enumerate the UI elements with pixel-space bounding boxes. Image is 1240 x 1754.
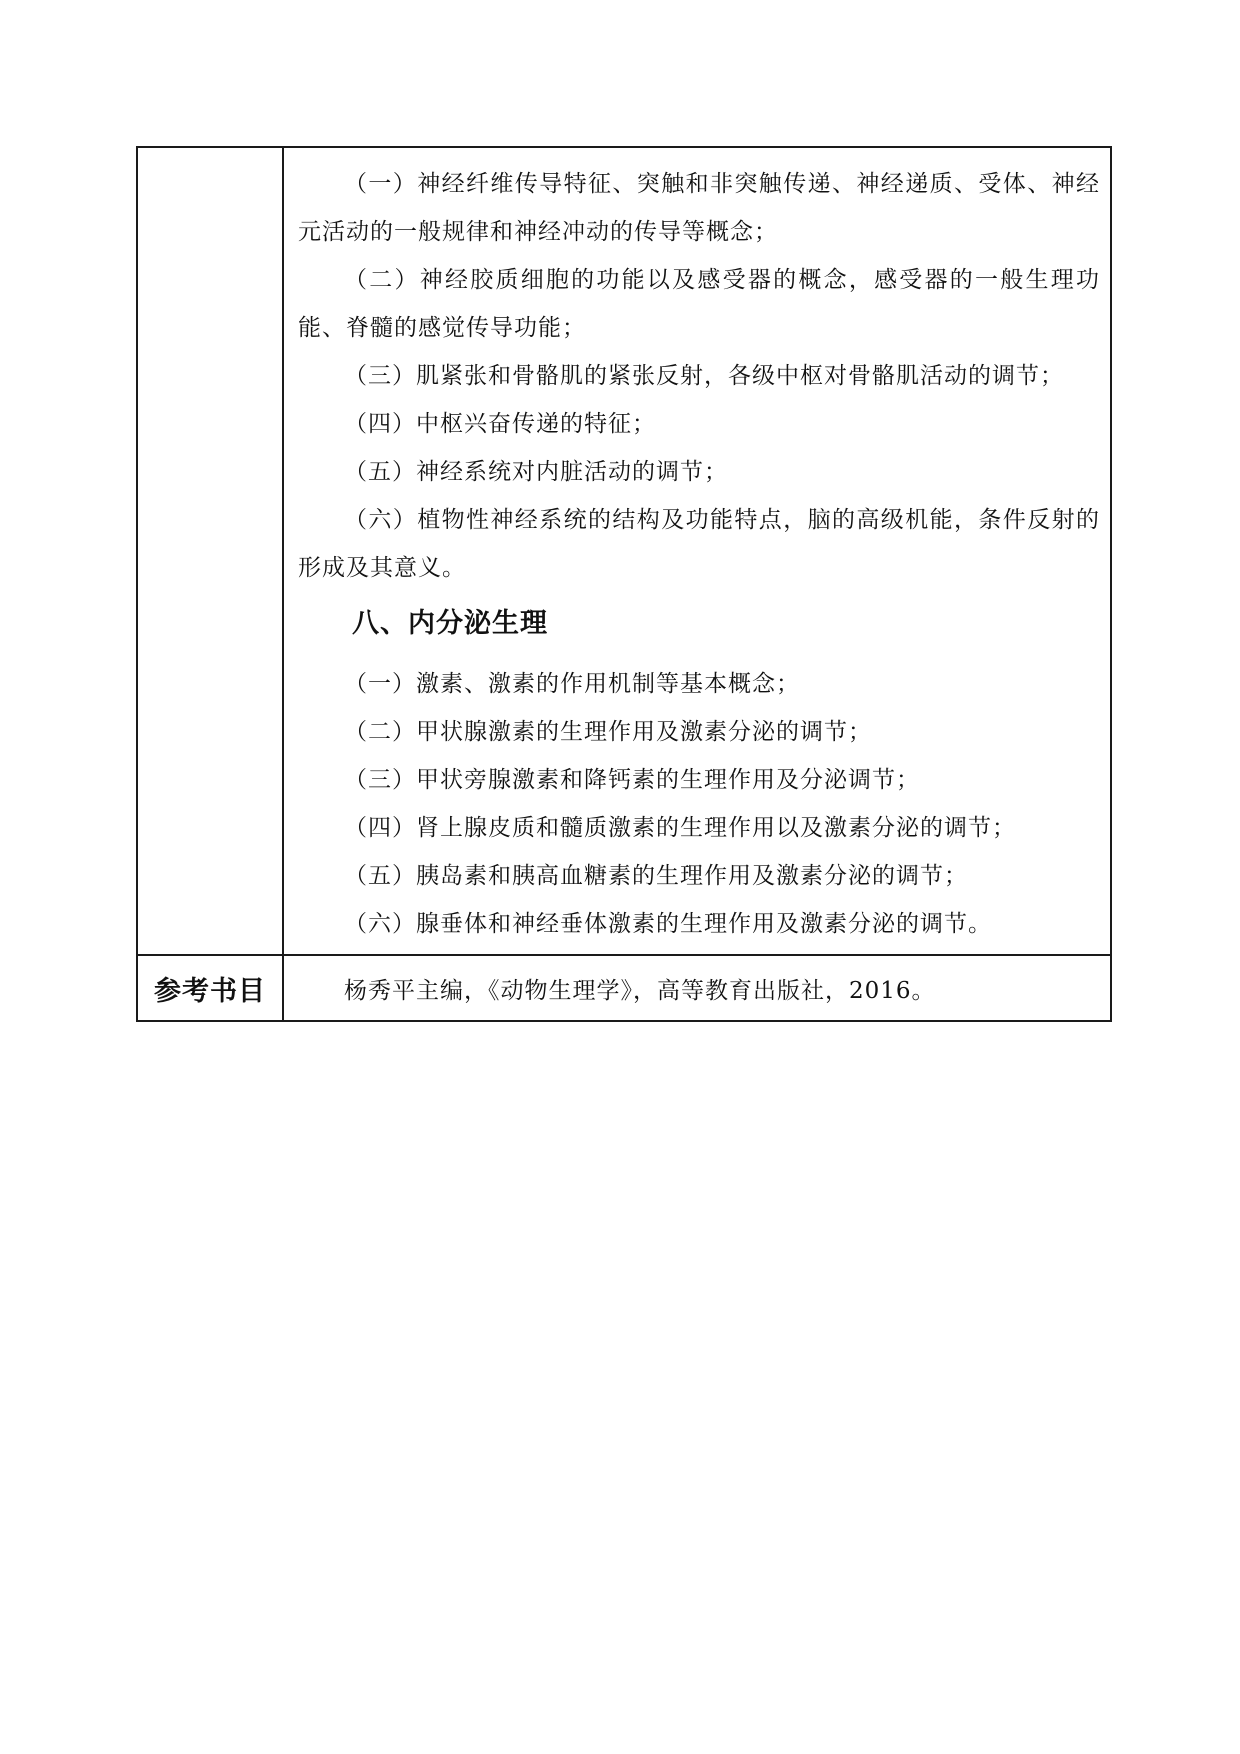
- nervous-item-6: （六）植物性神经系统的结构及功能特点，脑的高级机能，条件反射的形成及其意义。: [298, 507, 1100, 581]
- label-cell-empty: [137, 147, 283, 955]
- endocrine-item-5: （五）胰岛素和胰高血糖素的生理作用及激素分泌的调节；: [344, 863, 968, 889]
- references-row: [137, 955, 1111, 1021]
- endocrine-item-6: （六）腺垂体和神经垂体激素的生理作用及激素分泌的调节。: [344, 911, 992, 937]
- endocrine-item-4: （四）肾上腺皮质和髓质激素的生理作用以及激素分泌的调节；: [344, 815, 1016, 841]
- section-heading-endocrine: 八、内分泌生理: [352, 608, 548, 639]
- references-text: 杨秀平主编，《动物生理学》，高等教育出版社，2016。: [344, 977, 936, 1004]
- nervous-item-3: （三）肌紧张和骨骼肌的紧张反射，各级中枢对骨骼肌活动的调节；: [344, 363, 1064, 389]
- content-row: [137, 147, 1111, 955]
- nervous-item-1: （一）神经纤维传导特征、突触和非突触传递、神经递质、受体、神经元活动的一般规律和神经冲动的传导等概念；: [298, 171, 1100, 245]
- nervous-item-4: （四）中枢兴奋传递的特征；: [344, 411, 656, 437]
- endocrine-item-3: （三）甲状旁腺激素和降钙素的生理作用及分泌调节；: [344, 767, 920, 793]
- endocrine-item-1: （一）激素、激素的作用机制等基本概念；: [344, 671, 800, 697]
- references-cell: [283, 955, 1111, 1021]
- nervous-item-2: （二）神经胶质细胞的功能以及感受器的概念，感受器的一般生理功能、脊髓的感觉传导功能；: [298, 267, 1100, 341]
- content-cell: [283, 147, 1111, 955]
- syllabus-table: [136, 146, 1112, 1022]
- endocrine-item-2: （二）甲状腺激素的生理作用及激素分泌的调节；: [344, 719, 872, 745]
- nervous-item-5: （五）神经系统对内脏活动的调节；: [344, 459, 728, 485]
- references-label: 参考书目: [137, 955, 283, 1021]
